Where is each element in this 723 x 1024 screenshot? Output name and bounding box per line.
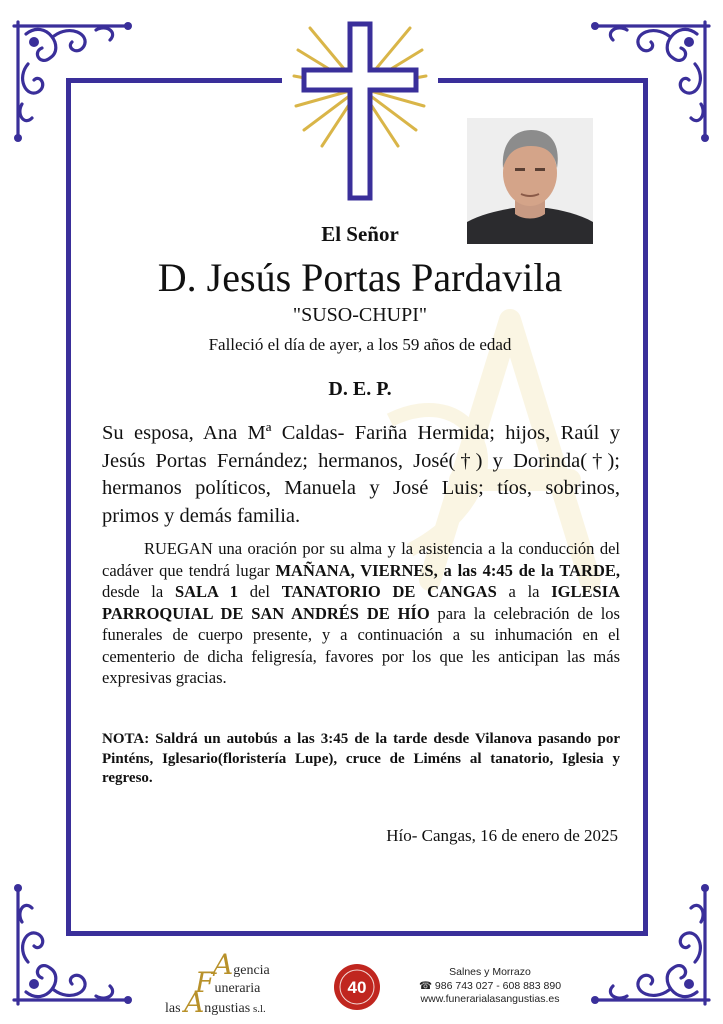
logo-suffix: s.l. [250, 1003, 266, 1015]
request-bold-time: MAÑANA, VIERNES, a las 4:45 de la TARDE, [275, 560, 621, 580]
request-text-2: desde la [102, 582, 175, 601]
logo-line3-pre: las [165, 1001, 185, 1016]
contact-phones: ☎ 986 743 027 - 608 883 890 [418, 979, 562, 992]
request-text-3: del [238, 582, 282, 601]
request-bold-tanatorio: TANATORIO DE CANGAS [281, 582, 497, 601]
logo-initial-a1: A [213, 948, 234, 981]
logo-line1: gencia [233, 963, 270, 978]
request-paragraph [102, 538, 620, 689]
rip-heading: D. E. P. [328, 378, 392, 400]
logo-line3: ngustias [204, 1001, 251, 1016]
contact-info [405, 966, 575, 1007]
logo-initial-a2: A [184, 986, 205, 1019]
request-text-1: RUEGAN una oración por su alma y la asistencia a la conducción del cadáver que tendrá lugar [102, 539, 620, 580]
death-statement: Falleció el día de ayer, a los 59 años de edad [208, 335, 512, 354]
logo-initial-f: F [195, 966, 215, 999]
request-bold-church: IGLESIA PARROQUIAL DE SAN ANDRÉS DE HÍO [102, 582, 620, 623]
badge-number: 40 [347, 978, 367, 997]
cross-icon [290, 18, 430, 208]
contact-region: Salnes y Morrazo [449, 966, 531, 978]
request-bold-room: SALA 1 [174, 582, 239, 601]
contact-website[interactable]: www.funerarialasangustias.es [420, 993, 560, 1005]
deceased-nickname: "SUSO-CHUPI" [292, 304, 428, 326]
deceased-name: D. Jesús Portas Pardavila [157, 255, 563, 300]
funeral-agency-logo [165, 944, 330, 1019]
anniversary-badge-icon [332, 962, 382, 1012]
bus-note: NOTA: Saldrá un autobús a las 3:45 de la tarde desde Vilanova pasando por Pinténs, Iglesario(floristería Lupe), cruce de Liméns al tanatorio, Iglesia y regreso. [102, 731, 620, 786]
request-text-5: para la celebración de los funerales de cuerpo presente, y a continuación a su inhumación en el cementerio de dicha feligresía, favores por los que les anticipan las más expresivas gracias. [102, 603, 620, 687]
logo-line2: uneraria [214, 981, 261, 996]
honorific-title: El Señor [321, 222, 399, 246]
place-date-line: Hío- Cangas, 16 de enero de 2025 [386, 826, 618, 845]
request-text-4: a la [496, 582, 552, 601]
family-paragraph: Su esposa, Ana Mª Caldas- Fariña Hermida; hijos, Raúl y Jesús Portas Fernández; hermanos, José(†) y Dorinda(†); hermanos políticos, Manuela y José Luis; tíos, sobrinos, primos y demás familia. [102, 422, 620, 527]
